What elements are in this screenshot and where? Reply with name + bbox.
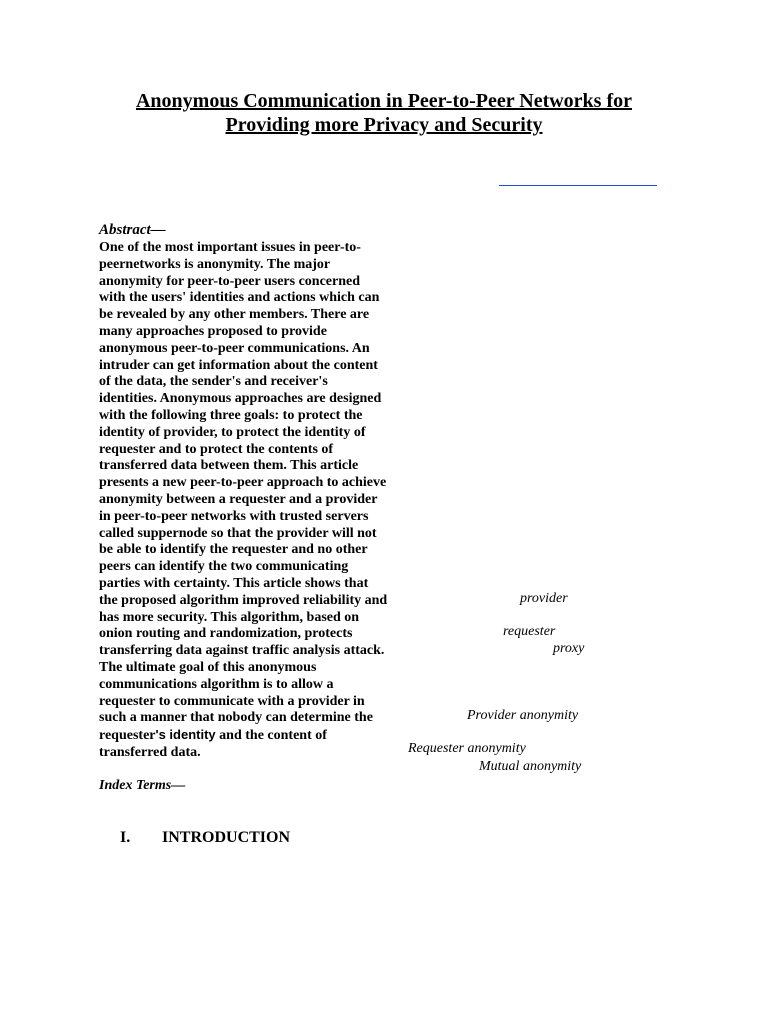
- abstract-line: requester to communicate with a provider in: [99, 693, 365, 709]
- abstract-line: anonymous peer-to-peer communications. An: [99, 340, 370, 356]
- abstract-line: identity of provider, to protect the identity of: [99, 424, 366, 440]
- paper-title: [0, 89, 768, 137]
- term-requester-anonymity: Requester anonymity: [408, 741, 526, 756]
- abstract-line: The ultimate goal of this anonymous: [99, 659, 317, 675]
- abstract-line: be revealed by any other members. There are: [99, 307, 370, 323]
- abstract-line-segment: requester: [99, 728, 156, 744]
- abstract-line-segment: 's identity: [155, 727, 216, 743]
- abstract-line: One of the most important issues in peer-to-: [99, 240, 361, 255]
- term-provider: provider: [520, 591, 568, 606]
- abstract-line: onion routing and randomization, protects: [99, 626, 353, 642]
- abstract-line: [99, 727, 399, 745]
- abstract-line: called suppernode so that the provider will not: [99, 525, 377, 541]
- abstract-line: parties with certainty. This article shows that: [99, 575, 369, 591]
- term-proxy: proxy: [553, 641, 585, 656]
- abstract-line: with the following three goals: to protect the: [99, 407, 363, 423]
- abstract-line: requester and to protect the contents of: [99, 441, 334, 457]
- abstract-line: intruder can get information about the content: [99, 357, 378, 373]
- section-number: I.: [120, 829, 131, 846]
- abstract-line-segment: and the content of: [215, 728, 327, 744]
- term-requester: requester: [503, 624, 556, 639]
- abstract-line: such a manner that nobody can determine the: [99, 710, 373, 726]
- abstract-line: in peer-to-peer networks with trusted servers: [99, 508, 369, 524]
- abstract-line: many approaches proposed to provide: [99, 323, 327, 339]
- abstract-line: with the users' identities and actions which can: [99, 290, 380, 306]
- index-terms-label: Index Terms—: [99, 778, 186, 793]
- abstract-line: be able to identify the requester and no other: [99, 542, 368, 558]
- abstract-line: identities. Anonymous approaches are designed: [99, 391, 382, 407]
- abstract-line: the proposed algorithm improved reliability and: [99, 592, 388, 608]
- abstract-line: presents a new peer-to-peer approach to achieve: [99, 475, 387, 491]
- paper-title-line-1: Anonymous Communication in Peer-to-Peer Networks for: [135, 90, 633, 112]
- term-provider-anonymity: Provider anonymity: [467, 708, 579, 723]
- abstract-body: [99, 240, 399, 762]
- abstract-line: has more security. This algorithm, based on: [99, 609, 360, 625]
- abstract-line: communications algorithm is to allow a: [99, 676, 334, 692]
- term-mutual-anonymity: Mutual anonymity: [479, 759, 582, 774]
- abstract-line: anonymity between a requester and a provider: [99, 491, 378, 507]
- abstract-heading: Abstract—: [99, 222, 166, 238]
- abstract-line: transferred data.: [99, 744, 201, 760]
- abstract-line: peernetworks is anonymity. The major: [99, 256, 331, 272]
- abstract-line: transferring data against traffic analysis attack.: [99, 643, 385, 659]
- abstract-line: anonymity for peer-to-peer users concerned: [99, 273, 361, 289]
- paper-title-line-2: Providing more Privacy and Security: [225, 114, 543, 136]
- abstract-line: peers can identify the two communicating: [99, 559, 349, 575]
- abstract-line: transferred data between them. This article: [99, 458, 359, 474]
- section-heading: INTRODUCTION: [162, 829, 291, 846]
- abstract-line: of the data, the sender's and receiver's: [99, 374, 328, 390]
- hyperlink-underline[interactable]: [499, 185, 657, 186]
